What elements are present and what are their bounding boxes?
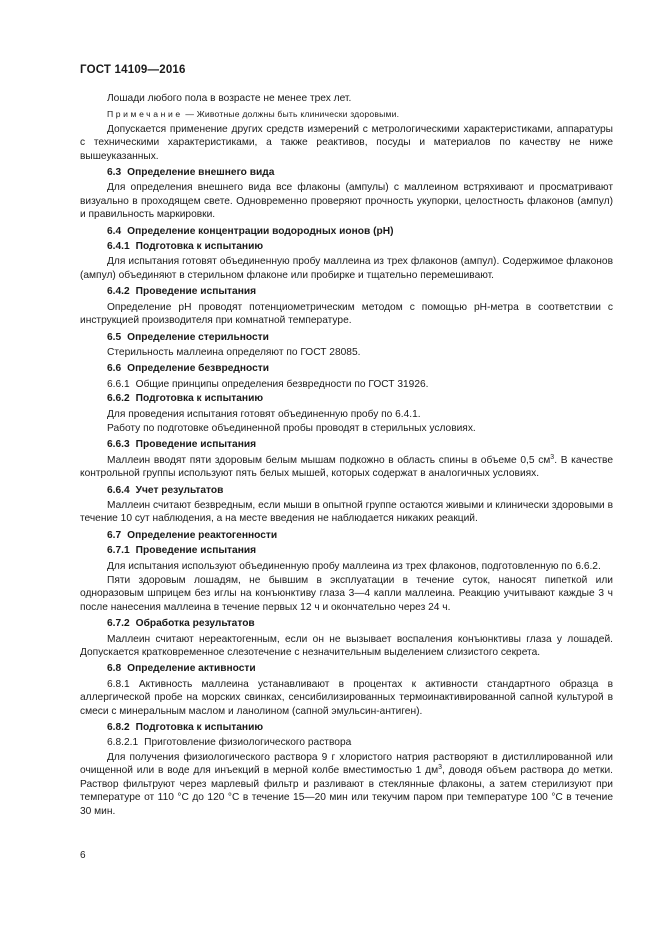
- document-header: ГОСТ 14109—2016: [80, 64, 186, 76]
- paragraph-6-6-2-a: Для проведения испытания готовят объединенную пробу по 6.4.1.: [107, 408, 421, 420]
- paragraph-6-6-4: Маллеин считают безвредным, если мыши в опытной группе остаются живыми и клинически здоровыми в течение 10 сут наблюдения, а на месте введения не наблюдается никаких реакций.: [80, 499, 613, 525]
- heading-6-8-2: 6.8.2 Подготовка к испытанию: [107, 722, 264, 734]
- paragraph-allowed: Допускается применение других средств измерений с метрологическими характеристиками, аппаратуры с техническими характеристиками, а также реактивов, посуды и материалов по качеству не ниже вышеуказанных.: [80, 123, 613, 162]
- note: [80, 108, 613, 121]
- paragraph-6-6-1: 6.6.1 Общие принципы определения безвредности по ГОСТ 31926.: [107, 378, 429, 390]
- heading-6-4-1: 6.4.1 Подготовка к испытанию: [107, 241, 264, 253]
- paragraph-6-8-2-1: Для получения физиологического раствора 9 г хлористого натрия растворяют в дистиллированной или очищенной или в воде для инъекций в мерной колбе вместимостью 1 $дм^3$, доводя объем раствора до метки. Раствор фильтруют через марлевый фильтр и разливают в стеклянные флаконы, а затем стерилизуют при температуре от 110 °С до 120 °С в течение 15—20 мин или текучим паром при температуре 100 °С в течение 30 мин.: [80, 751, 613, 817]
- paragraph-6-5: Стерильность маллеина определяют по ГОСТ 28085.: [107, 346, 361, 358]
- heading-6-8: 6.8 Определение активности: [107, 663, 256, 675]
- paragraph-6-3: Для определения внешнего вида все флаконы (ампулы) с маллеином встряхивают и просматривают визуально в проходящем свете. Одновременно проверяют прочность укупорки, целостность флаконов (ампул) и правильность маркировки.: [80, 182, 613, 221]
- note-text: — Животные должны быть клинически здоровыми.: [182, 109, 400, 120]
- note-label: Примечание: [107, 109, 183, 120]
- document-body: [80, 92, 613, 821]
- heading-6-6-4: 6.6.4 Учет результатов: [107, 484, 224, 496]
- heading-6-3: 6.3 Определение внешнего вида: [107, 167, 275, 179]
- paragraph-6-7-1-a: Для испытания используют объединенную пробу маллеина из трех флаконов, подготовленную по 6.6.2.: [107, 560, 601, 572]
- heading-6-6-2: 6.6.2 Подготовка к испытанию: [107, 393, 264, 405]
- paragraph-6-4-2: Определение pH проводят потенциометрическим методом с помощью pH-метра в соответствии с инструкцией производителя при комнатной температуре.: [80, 301, 613, 327]
- heading-6-7: 6.7 Определение реактогенности: [107, 529, 278, 541]
- paragraph-horses: Лошади любого пола в возрасте не менее трех лет.: [107, 93, 352, 104]
- paragraph-6-7-2: Маллеин считают нереактогенным, если он не вызывает воспаления конъюнктивы глаза у лошадей. Допускается кратковременное слезотечение с незначительным выделением слизистого секрета.: [80, 633, 613, 659]
- paragraph-6-7-1-b: Пяти здоровым лошадям, не бывшим в эксплуатации в течение суток, наносят пипеткой или одноразовым шприцем без иглы на конъюнктиву глаза 3—4 капли маллеина. Реакцию учитывают каждые 3 ч после нанесения маллеина в течение первых 12 ч и окончательно через 24 ч.: [80, 575, 613, 613]
- heading-6-7-2: 6.7.2 Обработка результатов: [107, 618, 255, 630]
- paragraph-6-8-1: 6.8.1 Активность маллеина устанавливают в процентах к активности стандартного образца в аллергической пробе на морских свинках, сенсибилизированных термоинактивированной сапной культурой в смеси с минеральным маслом и ланолином (сапной эмульсин-антиген).: [80, 678, 613, 717]
- heading-6-6: 6.6 Определение безвредности: [107, 363, 269, 375]
- page-number: 6: [80, 850, 86, 861]
- heading-6-5: 6.5 Определение стерильности: [107, 331, 269, 343]
- paragraph-6-6-3: Маллеин вводят пяти здоровым белым мышам подкожно в область спины в объеме 0,5 $см^3$. В качестве контрольной группы используют пять белых мышей, которых содержат в аналогичных условиях.: [80, 453, 614, 480]
- heading-6-4-2: 6.4.2 Проведение испытания: [107, 286, 257, 298]
- paragraph-6-4-1: Для испытания готовят объединенную пробу маллеина из трех флаконов (ампул). Содержимое флаконов (ампул) объединяют в стерильном флаконе или пробирке и тщательно перемешивают.: [80, 256, 613, 281]
- heading-6-7-1: 6.7.1 Проведение испытания: [107, 545, 257, 557]
- heading-6-6-3: 6.6.3 Проведение испытания: [107, 439, 257, 451]
- paragraph-6-6-2-b: Работу по подготовке объединенной пробы проводят в стерильных условиях.: [107, 422, 476, 434]
- heading-6-8-2-1: 6.8.2.1 Приготовление физиологического раствора: [107, 737, 352, 749]
- heading-6-4: 6.4 Определение концентрации водородных ионов (pH): [107, 225, 394, 237]
